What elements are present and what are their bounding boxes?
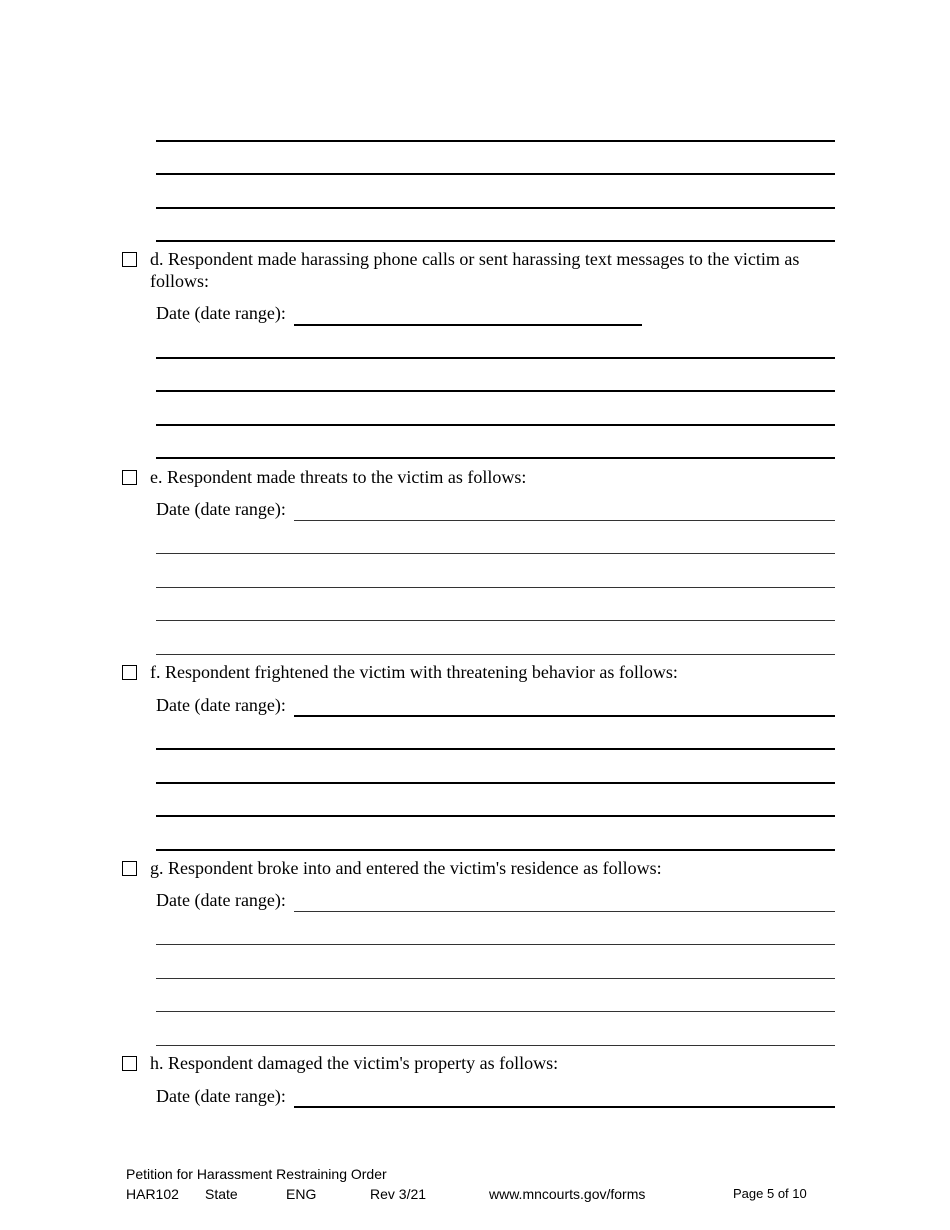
answer-line[interactable] [156,782,835,784]
footer-page-number: Page 5 of 10 [733,1186,807,1201]
footer-jurisdiction: State [205,1186,238,1202]
item-d-checkbox[interactable] [122,252,137,267]
answer-line[interactable] [156,457,835,459]
item-h-checkbox[interactable] [122,1056,137,1071]
answer-line[interactable] [156,978,835,979]
footer-revision: Rev 3/21 [370,1186,427,1202]
answer-line[interactable] [156,1011,835,1012]
item-h-text: h. Respondent damaged the victim's property as follows: [150,1053,559,1073]
answer-line[interactable] [156,1045,835,1046]
item-g-text: g. Respondent broke into and entered the victim's residence as follows: [150,858,662,878]
item-e-checkbox[interactable] [122,470,137,485]
item-d-date-label: Date (date range): [156,303,286,323]
item-f-text: f. Respondent frightened the victim with threatening behavior as follows: [150,662,678,682]
item-g-date-label: Date (date range): [156,890,286,910]
item-h-date-label: Date (date range): [156,1086,286,1106]
answer-line[interactable] [156,357,835,359]
answer-line[interactable] [156,553,835,554]
item-h-date-field[interactable] [294,1106,835,1108]
footer-form-title: Petition for Harassment Restraining Order [126,1166,387,1182]
item-f-checkbox[interactable] [122,665,137,680]
item-e-date-label: Date (date range): [156,499,286,519]
item-d-text: d. Respondent made harassing phone calls or sent harassing text messages to the victim as follows: [150,249,800,291]
answer-line[interactable] [156,849,835,851]
answer-line[interactable] [156,173,835,175]
item-e-text: e. Respondent made threats to the victim as follows: [150,467,527,487]
answer-line[interactable] [156,815,835,817]
answer-line[interactable] [156,944,835,945]
item-f-date-label: Date (date range): [156,695,286,715]
item-e-date-field[interactable] [294,520,835,521]
answer-line[interactable] [156,390,835,392]
answer-line[interactable] [156,748,835,750]
answer-line[interactable] [156,620,835,621]
answer-line[interactable] [156,654,835,655]
answer-line[interactable] [156,240,835,242]
item-g-date-field[interactable] [294,911,835,912]
answer-line[interactable] [156,140,835,142]
item-g-checkbox[interactable] [122,861,137,876]
footer-language: ENG [286,1186,317,1202]
answer-line[interactable] [156,587,835,588]
footer-form-code: HAR102 [126,1186,179,1202]
answer-line[interactable] [156,424,835,426]
answer-line[interactable] [156,207,835,209]
item-f-date-field[interactable] [294,715,835,717]
item-d-date-field[interactable] [294,324,642,326]
footer-url[interactable]: www.mncourts.gov/forms [489,1186,646,1202]
